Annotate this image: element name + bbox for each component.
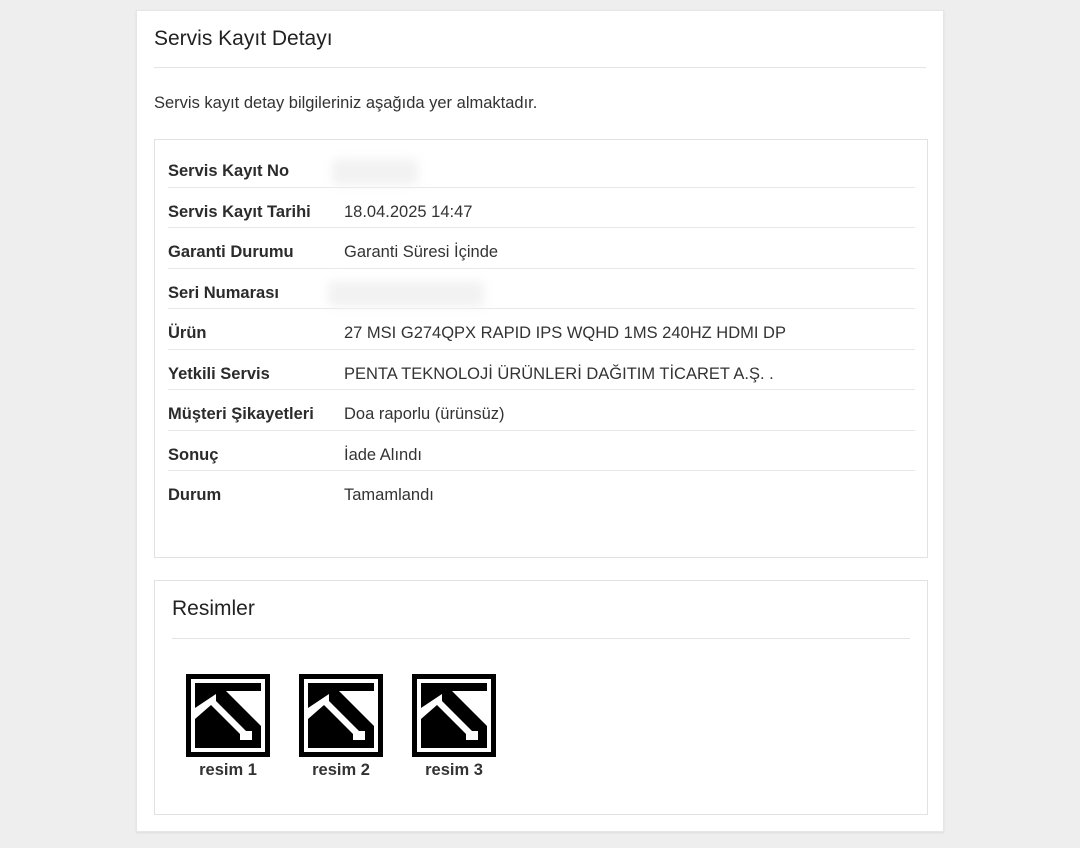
detail-label: Servis Kayıt Tarihi: [168, 202, 311, 221]
detail-value: 18.04.2025 14:47: [344, 202, 473, 221]
detail-value: İade Alındı: [344, 445, 422, 464]
image-thumbnail-1[interactable]: [186, 674, 270, 780]
broken-image-icon: [412, 674, 496, 757]
image-label: resim 3: [425, 761, 483, 779]
detail-table: [154, 139, 928, 558]
detail-row-complaints: [168, 390, 915, 431]
images-divider: [172, 638, 910, 639]
detail-row-service-date: [168, 188, 915, 229]
detail-label: Seri Numarası: [168, 283, 279, 302]
broken-image-icon: [186, 674, 270, 757]
detail-row-warranty: [168, 228, 915, 269]
detail-label: Garanti Durumu: [168, 243, 294, 261]
images-title: Resimler: [172, 597, 255, 620]
page-title: Servis Kayıt Detayı: [154, 27, 333, 50]
detail-row-serial: [168, 269, 915, 310]
images-section: [154, 580, 928, 815]
detail-value: 27 MSI G274QPX RAPID IPS WQHD 1MS 240HZ HDMI DP: [344, 324, 786, 342]
image-label: resim 1: [199, 761, 257, 779]
detail-label: Sonuç: [168, 445, 219, 464]
detail-label: Yetkili Servis: [168, 364, 270, 383]
title-divider: [154, 67, 926, 68]
detail-label: Ürün: [168, 324, 207, 342]
image-thumbnail-2[interactable]: [299, 674, 383, 780]
detail-row-result: [168, 431, 915, 472]
detail-row-service-no: [168, 147, 915, 188]
detail-row-status: [168, 471, 915, 512]
image-thumbnail-3[interactable]: [412, 674, 496, 780]
service-record-card: [136, 10, 944, 832]
detail-value: PENTA TEKNOLOJİ ÜRÜNLERİ DAĞITIM TİCARET A.Ş. .: [344, 364, 774, 383]
detail-label: Müşteri Şikayetleri: [168, 405, 314, 423]
detail-value: Garanti Süresi İçinde: [344, 243, 499, 261]
intro-text: Servis kayıt detay bilgileriniz aşağıda yer almaktadır.: [154, 94, 538, 112]
image-label: resim 2: [312, 761, 370, 779]
detail-label: Servis Kayıt No: [168, 162, 290, 180]
detail-value: Doa raporlu (ürünsüz): [344, 405, 505, 423]
detail-row-product: [168, 309, 915, 350]
detail-label: Durum: [168, 486, 222, 504]
detail-value: Tamamlandı: [344, 486, 434, 504]
broken-image-icon: [299, 674, 383, 757]
redacted-value: [332, 159, 418, 185]
redacted-value: [328, 281, 484, 307]
detail-row-authorized-service: [168, 350, 915, 391]
